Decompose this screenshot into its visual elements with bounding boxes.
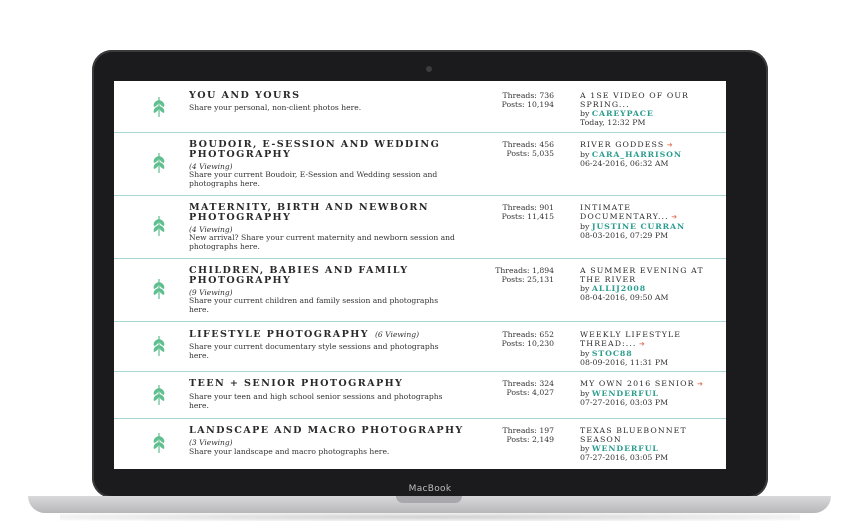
forum-row[interactable]: [114, 258, 726, 322]
viewing-count: (9 Viewing): [189, 288, 233, 297]
leaf-icon: [151, 213, 167, 237]
forum-row[interactable]: [114, 418, 726, 469]
forum-row[interactable]: [114, 132, 726, 196]
thread-count: Threads: 1,894: [495, 266, 554, 275]
forum-description: Share your current children and family session and photographs here.: [189, 296, 439, 314]
leaf-icon: [151, 430, 167, 454]
last-post-user[interactable]: CAREYPACE: [591, 109, 654, 118]
thread-count: Threads: 197: [502, 426, 554, 435]
forum-stats: [494, 266, 554, 284]
last-post-by: by: [580, 284, 590, 293]
last-post-title[interactable]: RIVER GODDESS ➜: [580, 140, 673, 149]
forum-title[interactable]: BOUDOIR, E-SESSION AND WEDDING PHOTOGRAPHY: [189, 139, 441, 160]
last-post-user[interactable]: STOC88: [591, 349, 633, 358]
last-post: [580, 203, 722, 240]
go-arrow-icon[interactable]: ➜: [671, 213, 678, 221]
last-post-date: 08-09-2016, 11:31 PM: [580, 358, 669, 367]
viewing-count: (4 Viewing): [189, 225, 233, 234]
last-post-by: by: [580, 109, 590, 118]
forum-description: Share your current documentary style sessions and photographs here.: [189, 342, 439, 360]
leaf-icon: [151, 150, 167, 174]
last-post-date: 07-27-2016, 03:03 PM: [580, 398, 669, 407]
post-count: Posts: 11,415: [501, 212, 554, 221]
forum-title[interactable]: LIFESTYLE PHOTOGRAPHY (6 Viewing): [189, 329, 420, 340]
last-post-user[interactable]: ALLIJ2008: [591, 284, 647, 293]
laptop-lid: [92, 50, 768, 498]
leaf-icon: [151, 276, 167, 300]
forum-title[interactable]: CHILDREN, BABIES AND FAMILY PHOTOGRAPHY: [189, 265, 409, 286]
forum-screen: [114, 81, 726, 469]
forum-stats: [494, 140, 554, 158]
post-count: Posts: 10,230: [501, 339, 554, 348]
forum-row[interactable]: [114, 321, 726, 372]
forum-stats: [494, 91, 554, 109]
last-post-by: by: [580, 222, 590, 231]
go-arrow-icon[interactable]: ➜: [697, 380, 703, 388]
last-post: [580, 266, 722, 302]
post-count: Posts: 5,035: [506, 149, 554, 158]
last-post-title[interactable]: INTIMATE DOCUMENTARY... ➜: [580, 203, 678, 221]
forum-row[interactable]: [114, 81, 726, 133]
last-post-user[interactable]: WENDERFUL: [591, 389, 659, 398]
forum-description: Share your landscape and macro photographs here.: [189, 447, 390, 456]
last-post-date: 08-03-2016, 07:29 PM: [580, 231, 669, 240]
forum-stats: [494, 379, 554, 397]
viewing-count: (3 Viewing): [189, 438, 233, 447]
last-post-user[interactable]: CARA_HARRISON: [591, 150, 682, 159]
forum-description: Share your teen and high school senior sessions and photographs here.: [189, 392, 443, 410]
post-count: Posts: 4,027: [506, 388, 554, 397]
last-post-title[interactable]: A SUMMER EVENING AT THE RIVER: [580, 266, 704, 284]
forum-title[interactable]: YOU AND YOURS: [189, 90, 301, 101]
last-post-title[interactable]: TEXAS BLUEBONNET SEASON: [580, 426, 687, 444]
go-arrow-icon[interactable]: ➜: [639, 340, 645, 348]
forum-title[interactable]: MATERNITY, BIRTH AND NEWBORN PHOTOGRAPHY: [189, 202, 429, 223]
last-post-by: by: [580, 150, 590, 159]
leaf-icon: [151, 382, 167, 406]
post-count: Posts: 2,149: [506, 435, 554, 444]
forum-description: Share your personal, non-client photos here.: [189, 103, 362, 112]
viewing-count: (4 Viewing): [189, 162, 233, 171]
last-post-user[interactable]: WENDERFUL: [591, 444, 659, 453]
forum-description: New arrival? Share your current maternity and newborn session and photographs here.: [189, 233, 455, 251]
thread-count: Threads: 652: [502, 330, 554, 339]
last-post-title[interactable]: A 1SE VIDEO OF OUR SPRING...: [580, 91, 690, 109]
last-post-date: Today, 12:32 PM: [580, 118, 646, 127]
last-post-date: 06-24-2016, 06:32 AM: [580, 159, 669, 168]
camera-icon: [426, 66, 432, 72]
forum-stats: [494, 426, 554, 444]
forum-title[interactable]: TEEN + SENIOR PHOTOGRAPHY: [189, 378, 404, 389]
thread-count: Threads: 901: [502, 203, 554, 212]
forum-description: Share your current Boudoir, E-Session and Wedding session and photographs here.: [189, 170, 438, 188]
last-post: [580, 140, 722, 168]
post-count: Posts: 25,131: [501, 275, 554, 284]
laptop-base: [28, 496, 831, 513]
last-post: [580, 91, 722, 127]
leaf-icon: [151, 94, 167, 118]
last-post-title[interactable]: MY OWN 2016 SENIOR ➜: [580, 379, 703, 388]
last-post-by: by: [580, 389, 590, 398]
base-notch: [396, 496, 462, 503]
post-count: Posts: 10,194: [501, 100, 554, 109]
forum-title[interactable]: LANDSCAPE AND MACRO PHOTOGRAPHY: [189, 425, 464, 436]
device-label: MacBook: [408, 484, 452, 494]
thread-count: Threads: 324: [502, 379, 554, 388]
last-post-date: 07-27-2016, 03:05 PM: [580, 453, 669, 462]
last-post-date: 08-04-2016, 09:50 AM: [580, 293, 669, 302]
floor-shadow: [60, 513, 800, 521]
last-post-user[interactable]: JUSTINE CURRAN: [591, 222, 685, 231]
go-arrow-icon[interactable]: ➜: [666, 141, 673, 149]
thread-count: Threads: 736: [502, 91, 554, 100]
last-post-by: by: [580, 349, 590, 358]
forum-stats: [494, 330, 554, 348]
leaf-icon: [151, 333, 167, 357]
last-post-title[interactable]: WEEKLY LIFESTYLE THREAD:... ➜: [580, 330, 682, 348]
last-post: [580, 379, 722, 407]
forum-row[interactable]: [114, 371, 726, 419]
forum-stats: [494, 203, 554, 221]
forum-row[interactable]: [114, 195, 726, 259]
last-post: [580, 330, 722, 367]
viewing-count: (6 Viewing): [374, 330, 420, 339]
last-post-by: by: [580, 444, 590, 453]
last-post: [580, 426, 722, 462]
thread-count: Threads: 456: [502, 140, 554, 149]
